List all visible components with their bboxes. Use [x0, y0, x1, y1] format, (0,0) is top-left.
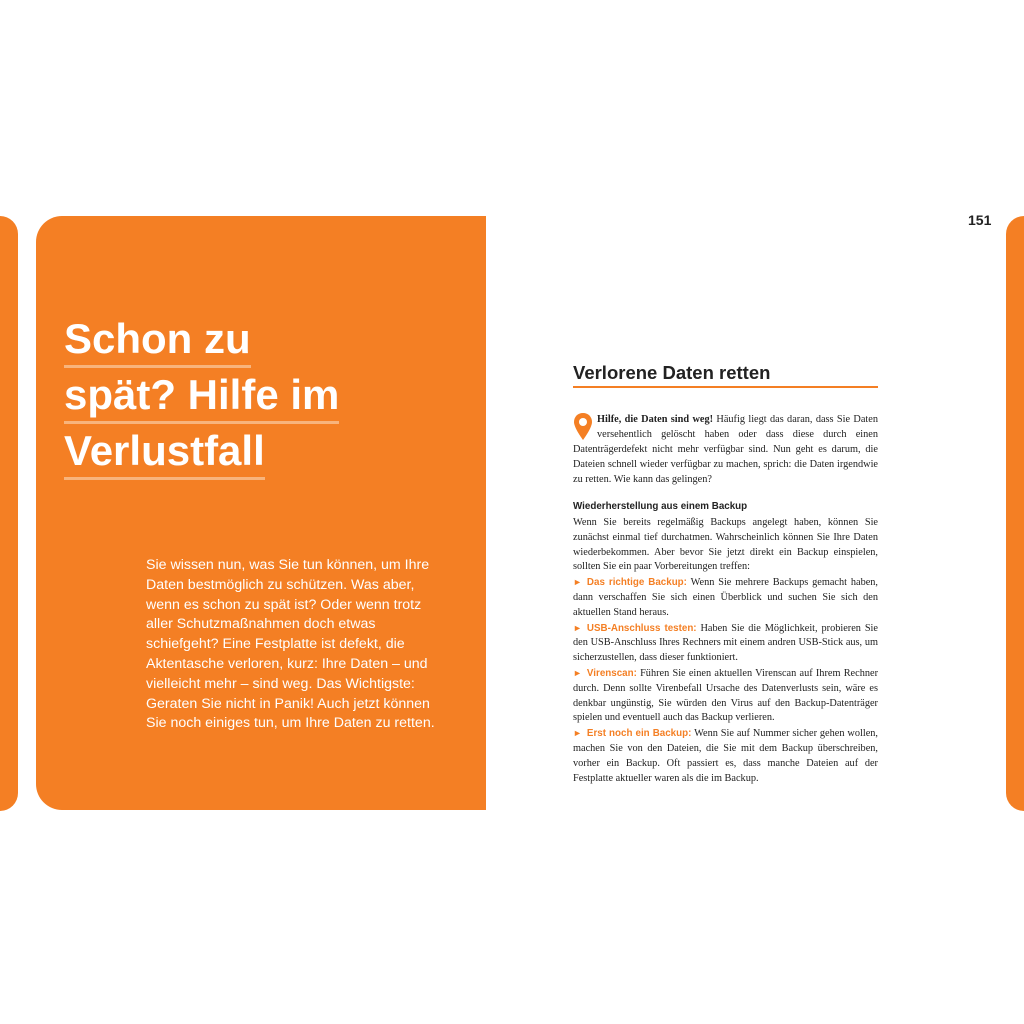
bullet-label: Erst noch ein Backup: [586, 728, 692, 740]
bullet-item [573, 726, 878, 786]
bullet-arrow-icon: ► [573, 577, 582, 588]
chapter-title-line: spät? Hilfe im [64, 368, 339, 424]
section-verlorene-daten [573, 361, 878, 786]
right-edge-tab [1006, 216, 1024, 811]
chapter-title [64, 312, 339, 480]
chapter-title-line: Verlustfall [64, 424, 265, 480]
bullet-arrow-icon: ► [573, 667, 582, 678]
left-edge-tab [0, 216, 18, 811]
bullet-label: Virenscan: [586, 667, 637, 679]
sub-heading: Wiederherstellung aus einem Backup [573, 501, 748, 512]
section-heading: Verlorene Daten retten [573, 361, 878, 388]
lead-paragraph [573, 412, 878, 487]
page-number: 151 [968, 212, 992, 228]
bullet-label: USB-Anschluss testen: [586, 622, 697, 634]
bullet-item [573, 621, 878, 666]
chapter-intro: Sie wissen nun, was Sie tun können, um Ihre Daten bestmöglich zu schützen. Was aber, wenn es schon zu spät ist? Oder wenn trotz aller Schutzmaßnahmen doch etwas schiefgeht? Eine Festplatte ist defekt, die Aktentasche verloren, kurz: Ihre Daten – und vielleicht mehr – sind weg. Das Wichtigste: Geraten Sie nicht in Panik! Auch jetzt können Sie noch einiges tun, um Ihre Daten zu retten. [146, 557, 435, 732]
chapter-title-line: Schon zu [64, 312, 251, 368]
body-paragraph: Wenn Sie bereits regelmäßig Backups angelegt haben, können Sie zunächst einmal tief durchatmen. Wahrscheinlich können Sie Ihre Daten wiederbekommen. Aber bevor Sie jetzt direkt ein Backup einspielen, sollten Sie ein paar Vorbereitungen treffen: [573, 517, 878, 573]
bullet-item [573, 575, 878, 620]
lead-bold: Hilfe, die Daten sind weg! [597, 414, 714, 425]
bullet-text: Wenn Sie auf Nummer sicher gehen wollen, machen Sie von den Dateien, die Sie mit dem Backup überschreiben, vorher ein Backup. Oft passiert es, dass manche Dateien auf der Festplatte aktueller waren als die im Backup. [573, 728, 878, 784]
map-pin-icon [573, 412, 593, 441]
lead-text: Häufig liegt das daran, dass Sie Daten versehentlich gelöscht haben oder dass diese durch einen Datenträgerdefekt nicht mehr verfügbar sind. Nun geht es darum, die Dateien schnell wieder verfügbar zu machen, sprich: die Daten irgendwie zu retten. Wie kann das gelingen? [573, 414, 878, 485]
bullet-arrow-icon: ► [573, 728, 582, 739]
bullet-text: Haben Sie die Möglichkeit, probieren Sie den USB-Anschluss Ihres Rechners mit einem andren USB-Stick aus, um sicherzustellen, dass dieser funktioniert. [573, 622, 878, 664]
bullet-label: Das richtige Backup: [586, 577, 687, 589]
bullet-text: Wenn Sie mehrere Backups gemacht haben, dann verschaffen Sie sich einen Überblick und suchen Sie sich den aktuellen Stand heraus. [573, 577, 879, 618]
bullet-item [573, 666, 878, 726]
bullet-arrow-icon: ► [573, 622, 582, 633]
bullet-text: Führen Sie einen aktuellen Virenscan auf Ihrem Rechner durch. Denn sollte Virenbefall Ursache des Datenverlusts sein, wäre es denkbar ungünstig, Sie würden den Virus auf den Backup-Datenträger spielen und eventuell auch das Backup verlieren. [573, 667, 878, 724]
chapter-opener-panel [36, 216, 486, 810]
